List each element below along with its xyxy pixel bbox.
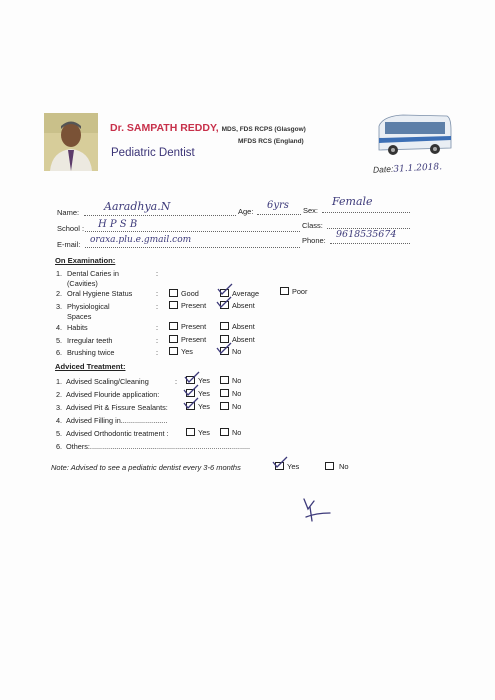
exam-row-2-num: 2. [56,289,63,298]
brushing-no-label: No [232,347,242,356]
treat-row-1-label: Advised Scaling/Cleaning [66,377,149,386]
note-no-checkbox[interactable] [325,462,334,470]
treat-row-1-colon: : [175,377,178,386]
degrees-line2: MFDS RCS (England) [238,138,304,145]
checkmark-icon [216,342,232,354]
flouride-no-label: No [232,389,242,398]
treat-row-4-label: Advised Filling in....................... [66,416,168,425]
exam-row-3-num: 3. [56,302,63,311]
flouride-no-checkbox[interactable] [220,389,229,397]
degrees-line1: MDS, FDS RCPS (Glasgow) [221,126,306,133]
habits-present-label: Present [181,322,207,331]
sex-label: Sex: [303,206,319,215]
signature [298,495,334,525]
email-line [85,247,300,248]
brushing-yes-checkbox[interactable] [169,347,178,355]
ortho-no-label: No [232,428,242,437]
sealants-no-label: No [232,402,242,411]
scaling-no-label: No [232,376,242,385]
sealants-no-checkbox[interactable] [220,402,229,410]
habits-absent-label: Absent [232,322,255,331]
examination-heading: On Examination: [55,256,116,265]
exam-row-3-label: Physiological [67,302,110,311]
checkmark-icon [184,371,200,383]
name-label: Name: [57,208,80,217]
treat-row-6-num: 6. [56,442,63,451]
flouride-yes-label: Yes [198,389,210,398]
oral-hygiene-poor-label: Poor [292,287,308,296]
exam-row-4-label: Habits [67,323,88,332]
email-label: E-mail: [57,240,81,249]
name-value: Aaradhya.N [104,200,171,213]
treat-row-6-label: Others:............................................................................... [66,442,251,451]
exam-row-2-colon: : [156,289,159,298]
irregular-present-checkbox[interactable] [169,335,178,343]
phone-line [330,243,410,244]
bus-illustration [373,110,453,160]
ortho-yes-checkbox[interactable] [186,428,195,436]
oral-hygiene-poor-checkbox[interactable] [280,287,289,295]
school-label: School : [57,224,85,233]
date-value: 31.1.2018. [393,162,443,175]
habits-present-checkbox[interactable] [169,322,178,330]
treat-row-5-label: Advised Orthodontic treatment : [66,429,169,438]
spaces-absent-label: Absent [232,301,255,310]
brushing-yes-label: Yes [181,347,193,356]
checkmark-icon [216,296,232,308]
spaces-present-checkbox[interactable] [169,301,178,309]
oral-hygiene-good-checkbox[interactable] [169,289,178,297]
exam-row-5-num: 5. [56,336,63,345]
exam-row-4-num: 4. [56,323,63,332]
doctor-name: Dr. SAMPATH REDDY, MDS, FDS RCPS (Glasgow) [110,122,306,134]
email-value: oraxa.plu.e.gmail.com [90,235,192,245]
exam-row-1-colon: : [156,269,159,278]
irregular-present-label: Present [181,335,207,344]
exam-row-3-colon: : [156,302,159,311]
age-value: 6yrs [267,200,289,211]
treat-row-2-num: 2. [56,390,63,399]
treat-row-1-num: 1. [56,377,63,386]
exam-row-3-label2: Spaces [67,312,92,321]
age-line [257,214,301,215]
phone-value: 9618535674 [336,229,397,240]
doctor-title: Pediatric Dentist [111,147,195,159]
exam-row-2-label: Oral Hygiene Status [67,289,133,298]
school-line [85,231,300,232]
habits-absent-checkbox[interactable] [220,322,229,330]
oral-hygiene-good-label: Good [181,289,199,298]
date-field: Date:31.1.2018. [372,162,443,175]
irregular-absent-label: Absent [232,335,255,344]
note-yes-label: Yes [287,462,300,471]
checkmark-icon [217,283,233,295]
phone-label: Phone: [302,236,326,245]
class-label: Class: [302,221,323,230]
ortho-no-checkbox[interactable] [220,428,229,436]
scaling-yes-label: Yes [198,376,210,385]
exam-row-5-label: Irregular teeth [67,336,113,345]
school-value: H P S B [98,219,138,230]
exam-row-1-num: 1. [56,269,63,278]
treat-row-3-label: Advised Pit & Fissure Sealants: [66,403,168,412]
exam-row-1-label: Dental Caries in [67,269,119,278]
exam-row-4-colon: : [156,323,159,332]
doctor-photo [44,113,98,171]
checkmark-icon [183,397,199,409]
note-no-label: No [339,462,349,471]
scaling-no-checkbox[interactable] [220,376,229,384]
name-line [84,215,236,216]
sex-line [322,212,410,213]
advice-note: Note: Advised to see a pediatric dentist every 3-6 months [51,463,241,472]
exam-row-6-num: 6. [56,348,63,357]
treat-row-5-num: 5. [56,429,63,438]
exam-row-6-colon: : [156,348,159,357]
checkmark-icon [183,384,199,396]
exam-row-6-label: Brushing twice [67,348,115,357]
treat-row-4-num: 4. [56,416,63,425]
spaces-present-label: Present [181,301,207,310]
treat-row-2-label: Advised Flouride application: [66,390,160,399]
sealants-yes-label: Yes [198,402,210,411]
treat-row-3-num: 3. [56,403,63,412]
sex-value: Female [332,195,373,208]
exam-row-1-label2: (Cavities) [67,279,98,288]
age-label: Age: [238,207,254,216]
checkmark-icon [272,456,288,468]
oral-hygiene-average-label: Average [232,289,260,298]
treatment-heading: Adviced Treatment: [55,362,126,371]
exam-row-5-colon: : [156,336,159,345]
ortho-yes-label: Yes [198,428,210,437]
